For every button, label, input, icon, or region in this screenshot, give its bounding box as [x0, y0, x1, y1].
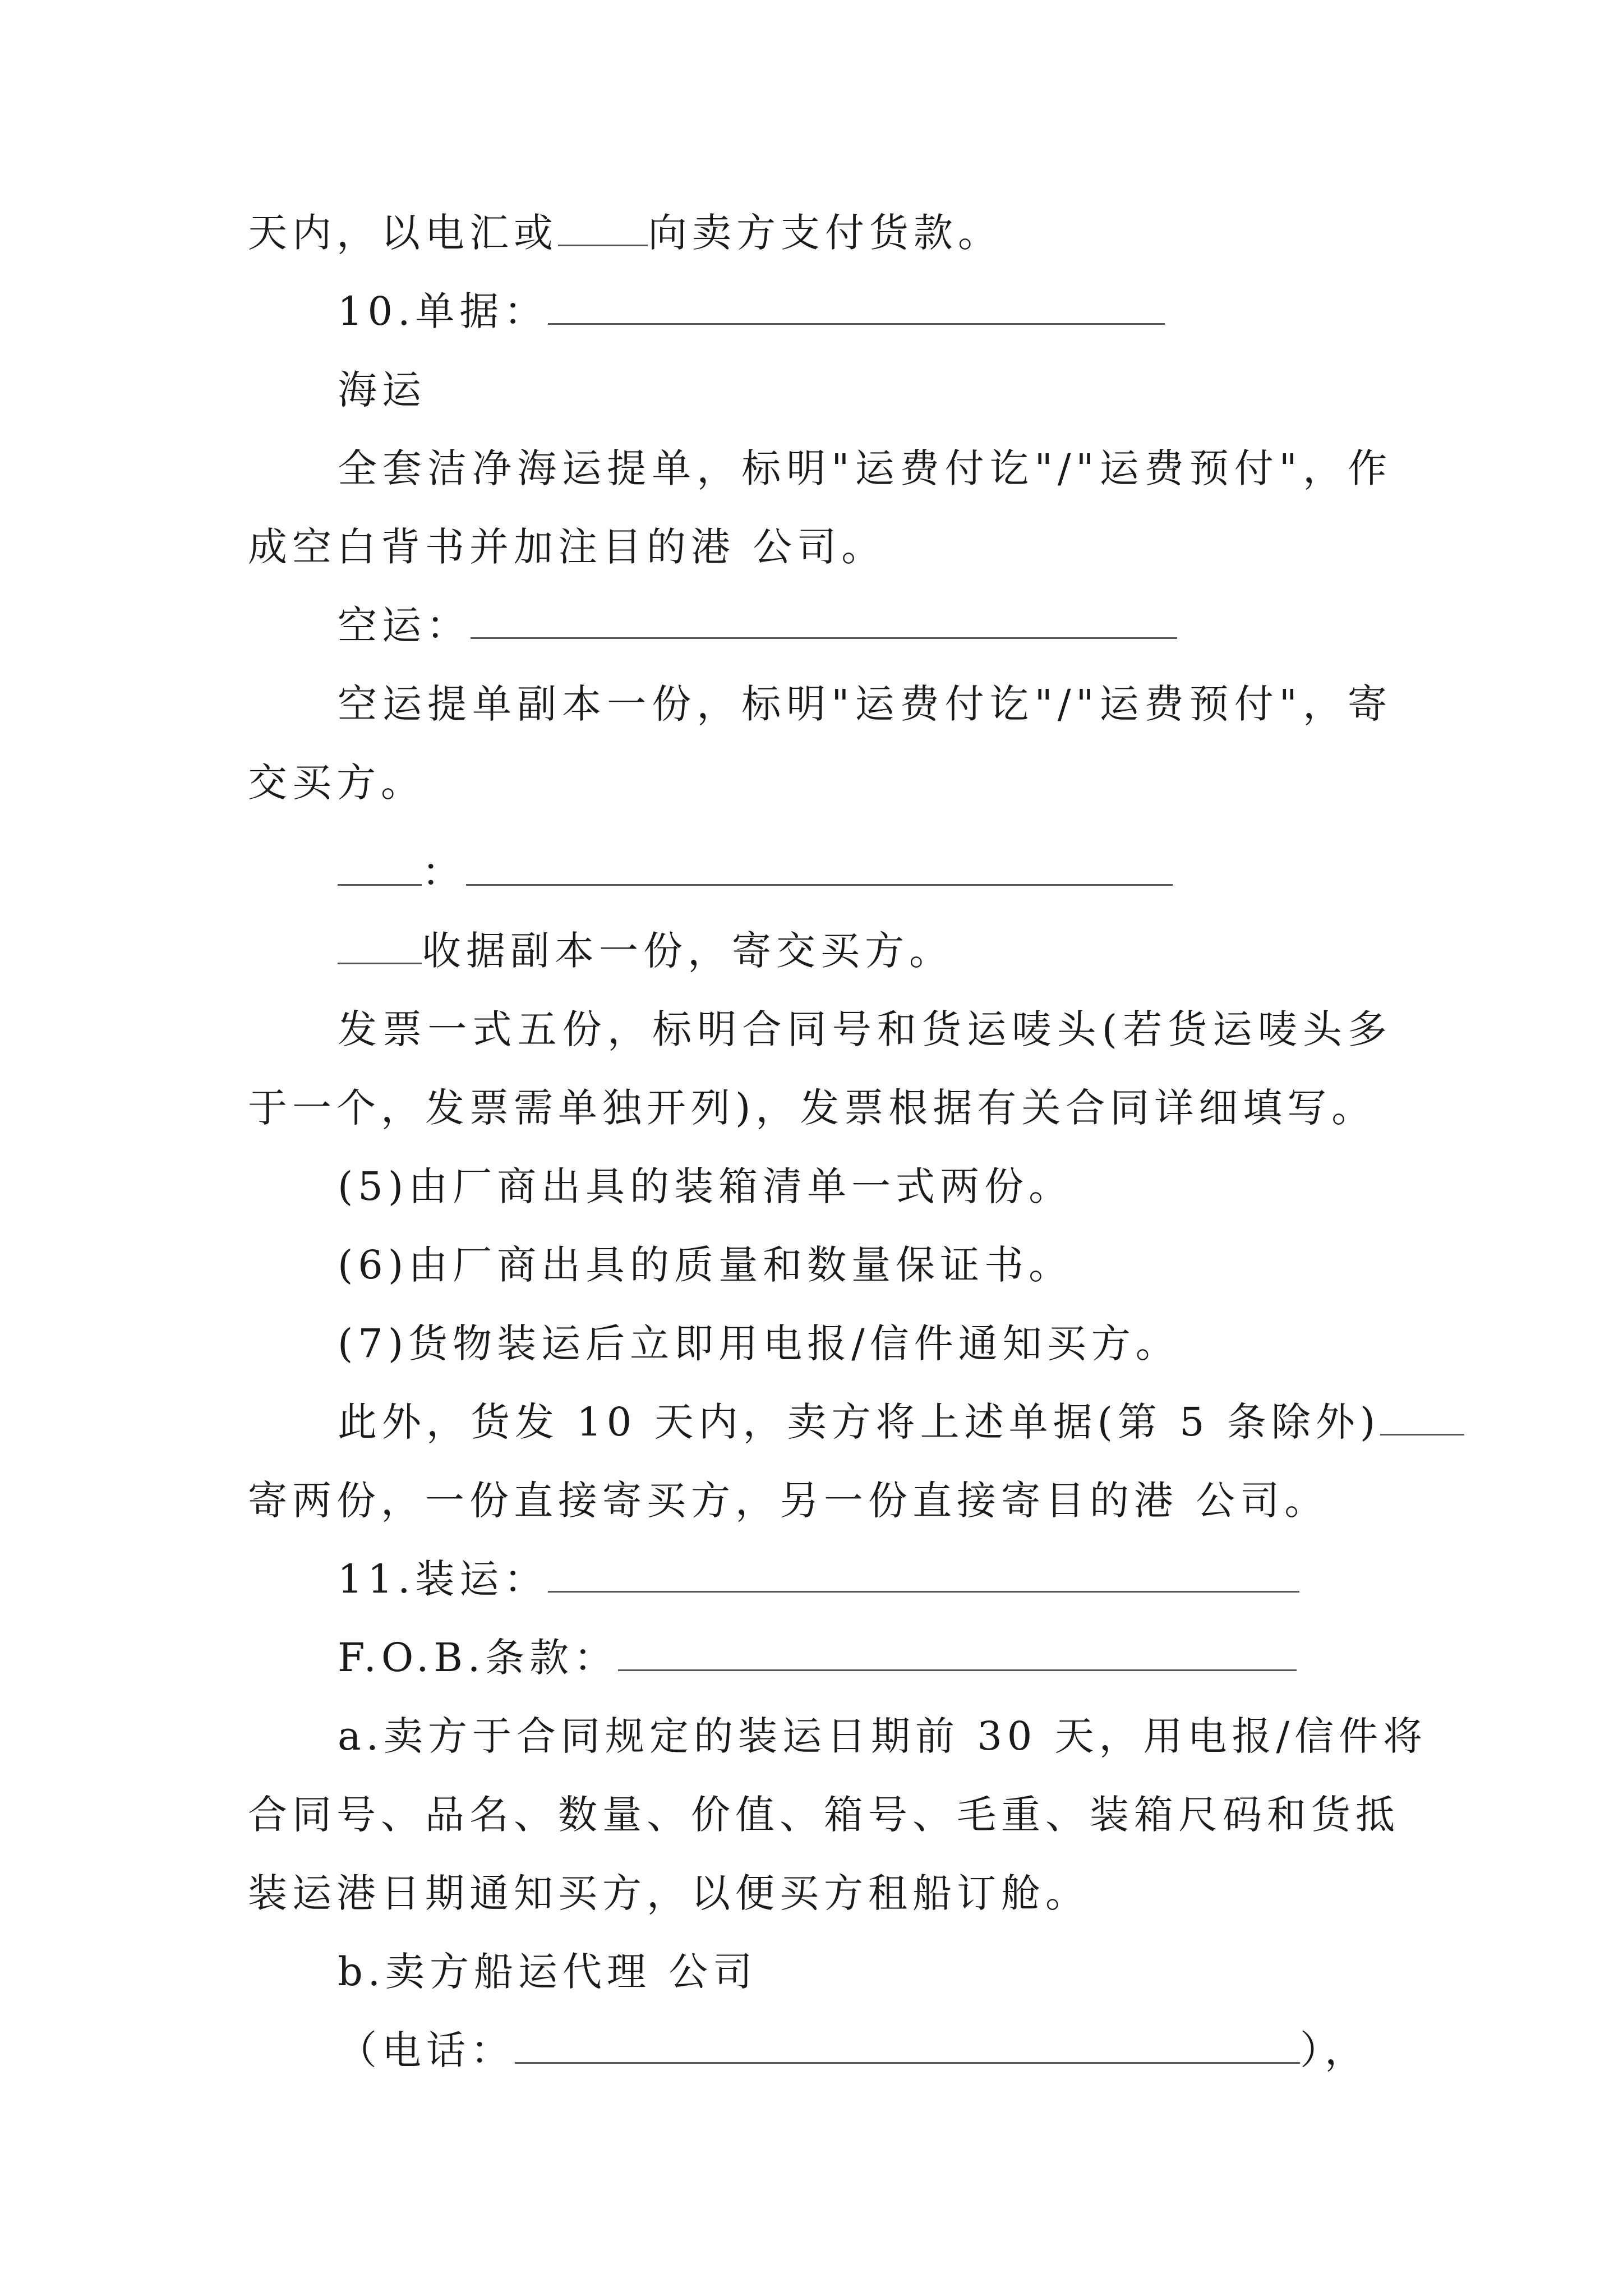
- text-line-sea: 海运: [338, 367, 426, 413]
- fill-blank[interactable]: [471, 598, 1177, 639]
- text-segment: 此外，货发 10 天内，卖方将上述单据(第 5 条除外): [338, 1399, 1381, 1445]
- text-line-bill-of-lading-cont: 成空白背书并加注目的港 公司。: [248, 524, 886, 570]
- text-line-quality-certificate: (6)由厂商出具的质量和数量保证书。: [338, 1242, 1073, 1288]
- text-line-packing-list: (5)由厂商出具的装箱清单一式两份。: [338, 1163, 1073, 1209]
- text-segment: 10.单据：: [338, 288, 548, 334]
- section-heading-documents: [338, 283, 1165, 339]
- text-segment: ），: [1300, 2027, 1369, 2073]
- phone-blank[interactable]: [515, 2023, 1300, 2064]
- text-line-shipment-notice: (7)货物装运后立即用电报/信件通知买方。: [338, 1320, 1180, 1366]
- text-line-air-waybill-cont: 交买方。: [248, 760, 425, 806]
- text-line-clause-b: b.卖方船运代理 公司: [338, 1949, 758, 1995]
- text-line-bill-of-lading: 全套洁净海运提单，标明"运费付讫"/"运费预付"，作: [338, 445, 1392, 491]
- text-line-payment: [248, 205, 1002, 261]
- text-line-clause-a: a.卖方于合同规定的装运日期前 30 天，用电报/信件将: [338, 1713, 1428, 1759]
- text-line-clause-a-cont: 合同号、品名、数量、价值、箱号、毛重、装箱尺码和货抵: [248, 1792, 1400, 1838]
- text-segment: 收据副本一份，寄交买方。: [422, 928, 953, 974]
- text-line-receipt: [338, 923, 953, 979]
- fill-blank[interactable]: [338, 845, 422, 886]
- text-line-fob-terms: [338, 1630, 1297, 1686]
- text-line-blank-item: [338, 844, 1173, 900]
- fill-blank[interactable]: [548, 284, 1165, 325]
- fill-blank[interactable]: [548, 1552, 1299, 1593]
- text-line-phone: [338, 2022, 1369, 2078]
- text-line-documents-mailing-cont: 寄两份，一份直接寄买方，另一份直接寄目的港 公司。: [248, 1478, 1329, 1524]
- text-line-air-waybill: 空运提单副本一份，标明"运费付讫"/"运费预付"，寄: [338, 681, 1392, 727]
- text-line-clause-a-cont2: 装运港日期通知买方，以便买方租船订舱。: [248, 1870, 1090, 1916]
- fill-blank[interactable]: [466, 845, 1173, 886]
- text-segment: 11.装运：: [338, 1556, 548, 1602]
- text-segment: 向卖方支付货款。: [648, 210, 1002, 256]
- text-line-invoice: 发票一式五份，标明合同号和货运唛头(若货运唛头多: [338, 1006, 1392, 1052]
- text-line-air: [338, 597, 1177, 654]
- text-line-invoice-cont: 于一个，发票需单独开列)，发票根据有关合同详细填写。: [248, 1085, 1376, 1131]
- text-segment: 空运：: [338, 602, 471, 648]
- text-line-documents-mailing: [338, 1394, 1464, 1450]
- fill-blank[interactable]: [618, 1630, 1297, 1671]
- section-heading-shipment: [338, 1551, 1299, 1607]
- text-segment: F.O.B.条款：: [338, 1635, 619, 1681]
- text-segment: 天内，以电汇或: [248, 210, 558, 256]
- text-segment: （电话：: [338, 2027, 515, 2073]
- fill-blank[interactable]: [558, 205, 648, 246]
- text-segment: ：: [422, 849, 466, 895]
- fill-blank[interactable]: [338, 923, 422, 964]
- fill-blank[interactable]: [1380, 1395, 1464, 1435]
